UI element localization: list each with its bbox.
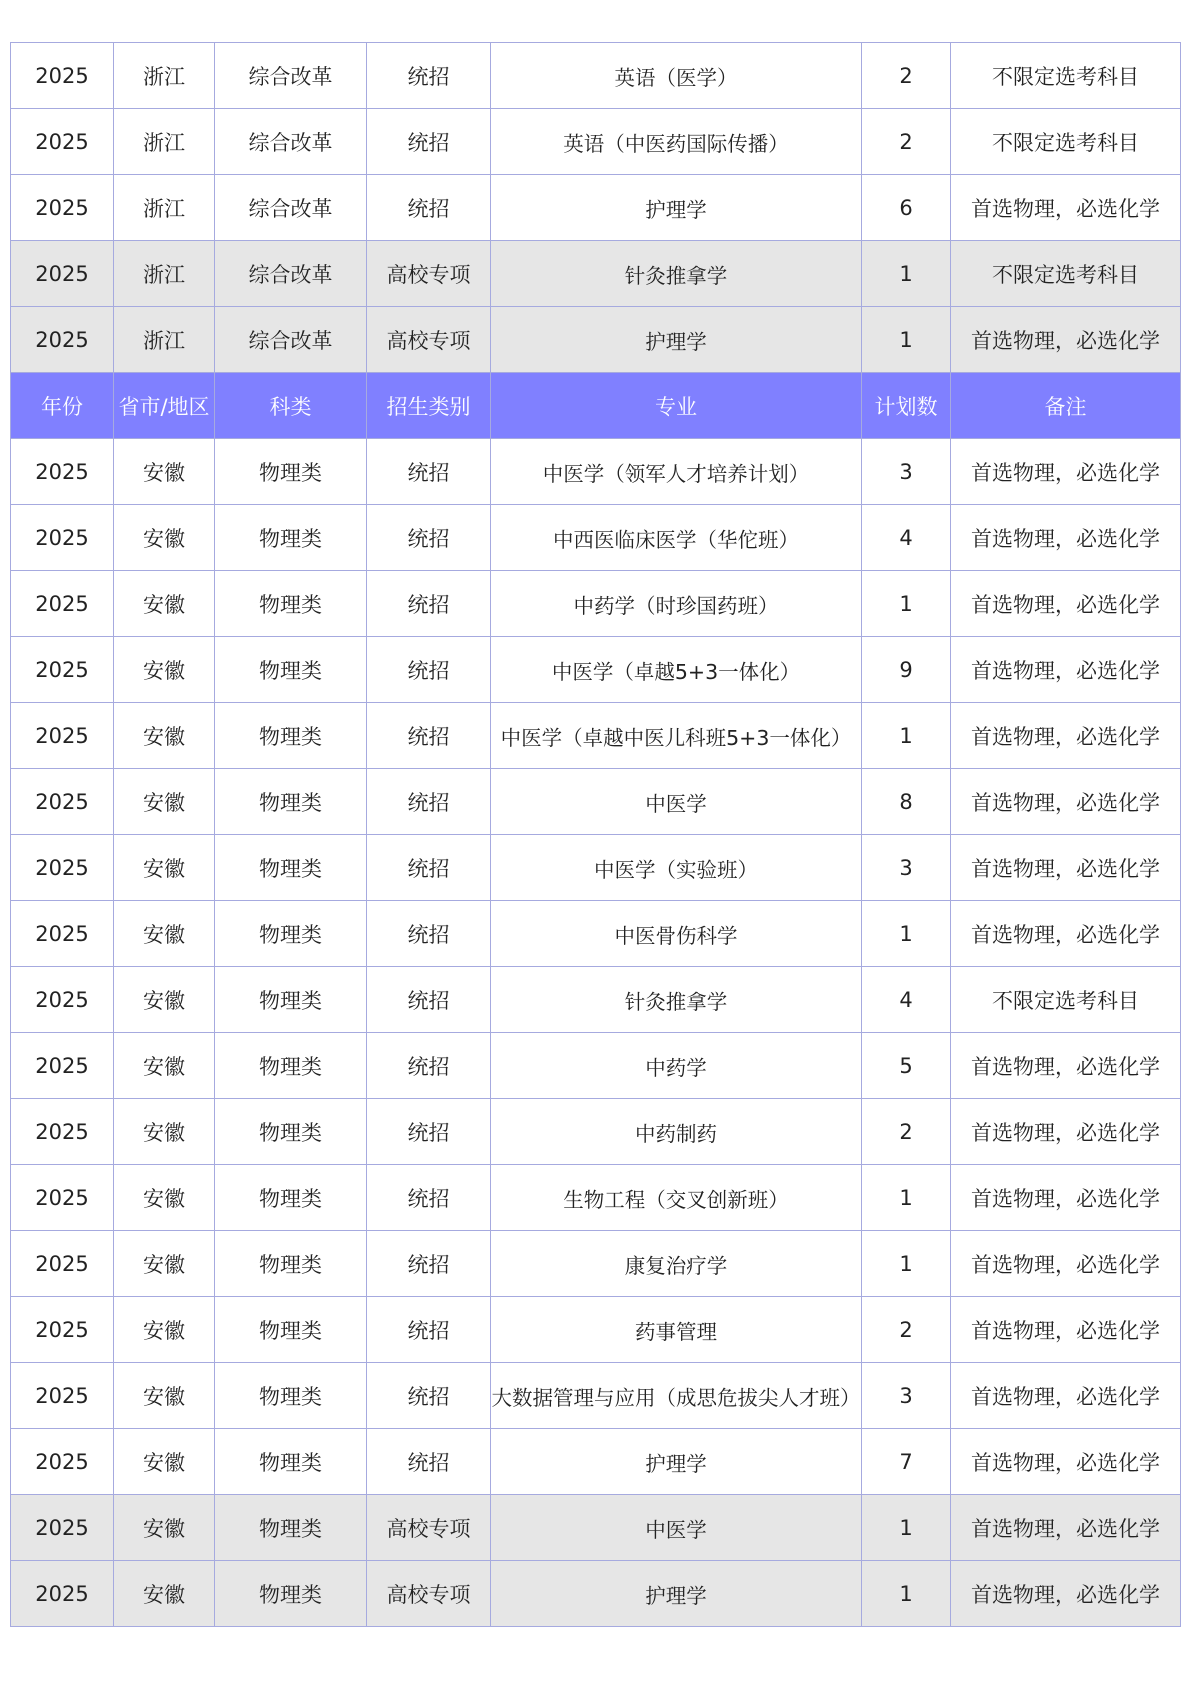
subject-type-cell: 物理类 [215, 1033, 367, 1099]
major-cell: 中医学（卓越中医儿科班5+3一体化） [491, 703, 862, 769]
major-cell: 护理学 [491, 1429, 862, 1495]
year-cell: 2025 [11, 1429, 114, 1495]
year-cell: 2025 [11, 703, 114, 769]
remark-cell: 首选物理，必选化学 [951, 307, 1181, 373]
admission-type-cell: 统招 [367, 1297, 491, 1363]
plan-count-cell: 5 [862, 1033, 951, 1099]
admission-type-cell: 统招 [367, 175, 491, 241]
year-cell: 2025 [11, 1297, 114, 1363]
subject-type-cell: 综合改革 [215, 307, 367, 373]
subject-type-cell: 物理类 [215, 1561, 367, 1627]
plan-count-cell: 3 [862, 835, 951, 901]
table-row [11, 1429, 1181, 1495]
table-row [11, 1165, 1181, 1231]
province-cell: 安徽 [114, 571, 215, 637]
major-cell: 中医学（领军人才培养计划） [491, 439, 862, 505]
remark-cell: 首选物理，必选化学 [951, 835, 1181, 901]
remark-cell: 不限定选考科目 [951, 241, 1181, 307]
plan-count-cell: 1 [862, 241, 951, 307]
province-cell: 安徽 [114, 901, 215, 967]
header-plan-count: 计划数 [862, 373, 951, 439]
year-cell: 2025 [11, 439, 114, 505]
table-row [11, 1297, 1181, 1363]
province-cell: 安徽 [114, 637, 215, 703]
header-province: 省市/地区 [114, 373, 215, 439]
year-cell: 2025 [11, 1033, 114, 1099]
subject-type-cell: 物理类 [215, 439, 367, 505]
admission-type-cell: 统招 [367, 637, 491, 703]
major-cell: 针灸推拿学 [491, 967, 862, 1033]
admission-type-cell: 统招 [367, 1429, 491, 1495]
header-admission-type: 招生类别 [367, 373, 491, 439]
plan-count-cell: 2 [862, 43, 951, 109]
admission-type-cell: 高校专项 [367, 1561, 491, 1627]
table-row [11, 769, 1181, 835]
province-cell: 浙江 [114, 175, 215, 241]
major-cell: 中药学 [491, 1033, 862, 1099]
year-cell: 2025 [11, 1099, 114, 1165]
subject-type-cell: 物理类 [215, 1231, 367, 1297]
province-cell: 安徽 [114, 1297, 215, 1363]
subject-type-cell: 物理类 [215, 1429, 367, 1495]
remark-cell: 首选物理，必选化学 [951, 1099, 1181, 1165]
admission-type-cell: 统招 [367, 571, 491, 637]
table-row [11, 505, 1181, 571]
plan-count-cell: 3 [862, 1363, 951, 1429]
plan-count-cell: 4 [862, 967, 951, 1033]
major-cell: 中医学 [491, 1495, 862, 1561]
subject-type-cell: 物理类 [215, 1363, 367, 1429]
province-cell: 浙江 [114, 241, 215, 307]
table-row [11, 901, 1181, 967]
major-cell: 护理学 [491, 1561, 862, 1627]
admission-type-cell: 统招 [367, 901, 491, 967]
remark-cell: 首选物理，必选化学 [951, 1363, 1181, 1429]
table-row [11, 109, 1181, 175]
admission-type-cell: 统招 [367, 967, 491, 1033]
table-row [11, 703, 1181, 769]
province-cell: 安徽 [114, 1363, 215, 1429]
admission-type-cell: 统招 [367, 1165, 491, 1231]
header-subject-type: 科类 [215, 373, 367, 439]
year-cell: 2025 [11, 637, 114, 703]
admission-type-cell: 高校专项 [367, 1495, 491, 1561]
plan-count-cell: 9 [862, 637, 951, 703]
major-cell: 针灸推拿学 [491, 241, 862, 307]
remark-cell: 首选物理，必选化学 [951, 1495, 1181, 1561]
year-cell: 2025 [11, 1231, 114, 1297]
table-row [11, 835, 1181, 901]
year-cell: 2025 [11, 967, 114, 1033]
table-row [11, 241, 1181, 307]
subject-type-cell: 物理类 [215, 703, 367, 769]
subject-type-cell: 物理类 [215, 1495, 367, 1561]
province-cell: 浙江 [114, 307, 215, 373]
remark-cell: 首选物理，必选化学 [951, 505, 1181, 571]
year-cell: 2025 [11, 571, 114, 637]
major-cell: 护理学 [491, 307, 862, 373]
plan-count-cell: 1 [862, 1165, 951, 1231]
plan-count-cell: 2 [862, 1297, 951, 1363]
major-cell: 康复治疗学 [491, 1231, 862, 1297]
major-cell: 中医学（实验班） [491, 835, 862, 901]
subject-type-cell: 物理类 [215, 901, 367, 967]
major-cell: 护理学 [491, 175, 862, 241]
table-row [11, 43, 1181, 109]
plan-count-cell: 1 [862, 703, 951, 769]
table-row [11, 1231, 1181, 1297]
major-cell: 英语（中医药国际传播） [491, 109, 862, 175]
province-cell: 安徽 [114, 703, 215, 769]
table-header-row [11, 373, 1181, 439]
plan-count-cell: 1 [862, 571, 951, 637]
subject-type-cell: 物理类 [215, 967, 367, 1033]
subject-type-cell: 物理类 [215, 835, 367, 901]
major-cell: 中药制药 [491, 1099, 862, 1165]
major-cell: 中医骨伤科学 [491, 901, 862, 967]
year-cell: 2025 [11, 241, 114, 307]
remark-cell: 首选物理，必选化学 [951, 1033, 1181, 1099]
subject-type-cell: 物理类 [215, 505, 367, 571]
remark-cell: 首选物理，必选化学 [951, 439, 1181, 505]
major-cell: 中医学（卓越5+3一体化） [491, 637, 862, 703]
table-row [11, 637, 1181, 703]
remark-cell: 首选物理，必选化学 [951, 571, 1181, 637]
remark-cell: 首选物理，必选化学 [951, 901, 1181, 967]
subject-type-cell: 综合改革 [215, 109, 367, 175]
table-row [11, 967, 1181, 1033]
table-row [11, 175, 1181, 241]
subject-type-cell: 物理类 [215, 1099, 367, 1165]
remark-cell: 首选物理，必选化学 [951, 637, 1181, 703]
year-cell: 2025 [11, 1363, 114, 1429]
major-cell: 生物工程（交叉创新班） [491, 1165, 862, 1231]
year-cell: 2025 [11, 43, 114, 109]
admission-type-cell: 高校专项 [367, 241, 491, 307]
province-cell: 安徽 [114, 967, 215, 1033]
remark-cell: 不限定选考科目 [951, 967, 1181, 1033]
plan-count-cell: 2 [862, 109, 951, 175]
remark-cell: 首选物理，必选化学 [951, 175, 1181, 241]
year-cell: 2025 [11, 175, 114, 241]
year-cell: 2025 [11, 901, 114, 967]
plan-count-cell: 3 [862, 439, 951, 505]
year-cell: 2025 [11, 307, 114, 373]
table-row [11, 1363, 1181, 1429]
admission-type-cell: 统招 [367, 1231, 491, 1297]
province-cell: 安徽 [114, 1033, 215, 1099]
admission-type-cell: 统招 [367, 1363, 491, 1429]
year-cell: 2025 [11, 1495, 114, 1561]
header-year: 年份 [11, 373, 114, 439]
subject-type-cell: 综合改革 [215, 241, 367, 307]
major-cell: 药事管理 [491, 1297, 862, 1363]
year-cell: 2025 [11, 1561, 114, 1627]
remark-cell: 首选物理，必选化学 [951, 1429, 1181, 1495]
province-cell: 安徽 [114, 1429, 215, 1495]
remark-cell: 不限定选考科目 [951, 109, 1181, 175]
plan-count-cell: 1 [862, 1561, 951, 1627]
province-cell: 浙江 [114, 109, 215, 175]
province-cell: 安徽 [114, 1165, 215, 1231]
year-cell: 2025 [11, 835, 114, 901]
year-cell: 2025 [11, 1165, 114, 1231]
admission-type-cell: 统招 [367, 439, 491, 505]
remark-cell: 首选物理，必选化学 [951, 1297, 1181, 1363]
year-cell: 2025 [11, 109, 114, 175]
plan-count-cell: 1 [862, 307, 951, 373]
plan-count-cell: 7 [862, 1429, 951, 1495]
admission-type-cell: 统招 [367, 43, 491, 109]
province-cell: 安徽 [114, 835, 215, 901]
admission-type-cell: 统招 [367, 505, 491, 571]
province-cell: 安徽 [114, 1231, 215, 1297]
admission-type-cell: 统招 [367, 835, 491, 901]
major-cell: 大数据管理与应用（成思危拔尖人才班） [491, 1363, 862, 1429]
table-row [11, 1033, 1181, 1099]
table-row [11, 1561, 1181, 1627]
subject-type-cell: 物理类 [215, 1297, 367, 1363]
province-cell: 安徽 [114, 505, 215, 571]
plan-count-cell: 1 [862, 1495, 951, 1561]
subject-type-cell: 物理类 [215, 769, 367, 835]
major-cell: 中药学（时珍国药班） [491, 571, 862, 637]
year-cell: 2025 [11, 769, 114, 835]
header-remark: 备注 [951, 373, 1181, 439]
province-cell: 安徽 [114, 769, 215, 835]
header-major: 专业 [491, 373, 862, 439]
plan-count-cell: 1 [862, 901, 951, 967]
table-row [11, 571, 1181, 637]
remark-cell: 不限定选考科目 [951, 43, 1181, 109]
province-cell: 安徽 [114, 1561, 215, 1627]
admission-type-cell: 统招 [367, 1033, 491, 1099]
admission-type-cell: 统招 [367, 1099, 491, 1165]
year-cell: 2025 [11, 505, 114, 571]
subject-type-cell: 物理类 [215, 571, 367, 637]
plan-count-cell: 1 [862, 1231, 951, 1297]
remark-cell: 首选物理，必选化学 [951, 769, 1181, 835]
plan-count-cell: 6 [862, 175, 951, 241]
major-cell: 英语（医学） [491, 43, 862, 109]
province-cell: 安徽 [114, 1495, 215, 1561]
province-cell: 安徽 [114, 1099, 215, 1165]
major-cell: 中医学 [491, 769, 862, 835]
subject-type-cell: 物理类 [215, 637, 367, 703]
subject-type-cell: 综合改革 [215, 175, 367, 241]
plan-count-cell: 8 [862, 769, 951, 835]
subject-type-cell: 综合改革 [215, 43, 367, 109]
admission-type-cell: 统招 [367, 769, 491, 835]
plan-count-cell: 4 [862, 505, 951, 571]
subject-type-cell: 物理类 [215, 1165, 367, 1231]
remark-cell: 首选物理，必选化学 [951, 1231, 1181, 1297]
province-cell: 安徽 [114, 439, 215, 505]
major-cell: 中西医临床医学（华佗班） [491, 505, 862, 571]
table-row [11, 1495, 1181, 1561]
plan-count-cell: 2 [862, 1099, 951, 1165]
province-cell: 浙江 [114, 43, 215, 109]
remark-cell: 首选物理，必选化学 [951, 703, 1181, 769]
remark-cell: 首选物理，必选化学 [951, 1561, 1181, 1627]
admission-type-cell: 统招 [367, 109, 491, 175]
table-row [11, 307, 1181, 373]
table-row [11, 439, 1181, 505]
remark-cell: 首选物理，必选化学 [951, 1165, 1181, 1231]
admission-type-cell: 高校专项 [367, 307, 491, 373]
admission-type-cell: 统招 [367, 703, 491, 769]
table-row [11, 1099, 1181, 1165]
admissions-plan-table [10, 42, 1181, 1627]
